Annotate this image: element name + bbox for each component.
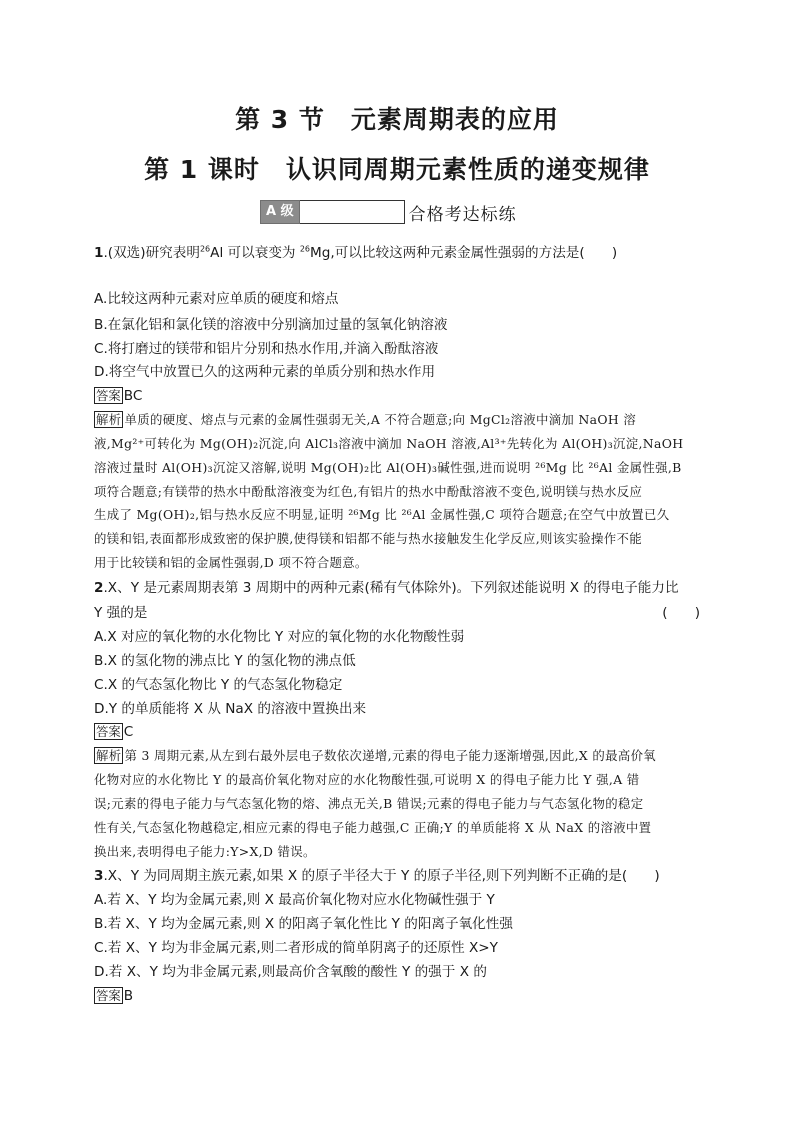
answer-tag: 答案 [96, 988, 121, 1003]
q2-explain-line: 误;元素的得电子能力与气态氢化物的熔、沸点无关,B 错误;元素的得电子能力与气态氢化物的稳定 [94, 796, 644, 811]
q1-option-a: A.比较这两种元素对应单质的硬度和熔点 [94, 291, 339, 307]
q2-stem-cont: Y 强的是 ( ) [94, 605, 700, 621]
level-header [260, 200, 517, 224]
q1-explain-line: 项符合题意;有镁带的热水中酚酞溶液变为红色,有铝片的热水中酚酞溶液不变色,说明镁与热水反应 [94, 484, 643, 499]
level-label: 合格考达标练 [408, 204, 517, 225]
q1-answer-value: BC [123, 388, 143, 404]
section-name: 元素周期表的应用 [350, 105, 559, 134]
q1-mass-al: 26 [199, 244, 211, 254]
q1-explain-line: 用于比较镁和铝的金属性强弱,D 项不符合题意。 [94, 555, 368, 570]
explain-tag: 解析 [96, 412, 122, 427]
q3-number: 3 [94, 868, 104, 884]
q1-number: 1 [94, 245, 104, 261]
q2-answer [94, 722, 133, 742]
q1-option-b: B.在氯化铝和氯化镁的溶液中分别滴加过量的氢氧化钠溶液 [94, 317, 448, 333]
q2-explain-line: 化物对应的水化物比 Y 的最高价氧化物对应的水化物酸性强,可说明 X 的得电子能力比 Y 强,A 错 [94, 772, 640, 787]
q1-explain-line: 液,Mg²⁺可转化为 Mg(OH)₂沉淀,向 AlCl₃溶液中滴加 NaOH 溶液,Al³⁺先转化为 Al(OH)₃沉淀,NaOH [94, 436, 684, 451]
q2-option-d: D.Y 的单质能将 X 从 NaX 的溶液中置换出来 [94, 701, 367, 717]
q1-explain-line: 生成了 Mg(OH)₂,铝与热水反应不明显,证明 ²⁶Mg 比 ²⁶Al 金属性强,C 项符合题意;在空气中放置已久 [94, 507, 670, 522]
section-number: 第 3 节 [235, 105, 325, 134]
q3-stem: 3.X、Y 为同周期主族元素,如果 X 的原子半径大于 Y 的原子半径,则下列判断不正确的是( ) [94, 868, 660, 884]
q2-option-c: C.X 的气态氢化物比 Y 的气态氢化物稳定 [94, 677, 343, 693]
q2-stem: 2.X、Y 是元素周期表第 3 周期中的两种元素(稀有气体除外)。下列叙述能说明 X 的得电子能力比 [94, 580, 679, 596]
q2-answer-value: C [123, 724, 134, 740]
q2-option-a: A.X 对应的氧化物的水化物比 Y 对应的氧化物的水化物酸性弱 [94, 629, 465, 645]
q3-answer [94, 986, 133, 1006]
q1-explain-line: 的镁和铝,表面都形成致密的保护膜,使得镁和铝都不能与热水接触发生化学反应,则该实验操作不能 [94, 531, 642, 546]
q1-mass-mg: 26 [299, 244, 311, 254]
q2-number: 2 [94, 580, 104, 596]
explain-tag: 解析 [96, 748, 122, 763]
q3-option-d: D.若 X、Y 均为非金属元素,则最高价含氧酸的酸性 Y 的强于 X 的 [94, 964, 487, 980]
level-badge: A 级 [260, 200, 300, 224]
q2-explain-line: 解析 第 3 周期元素,从左到右最外层电子数依次递增,元素的得电子能力逐渐增强,因此,X 的最高价氧 [96, 748, 657, 763]
answer-tag: 答案 [96, 724, 121, 739]
lesson-number: 第 1 课时 [144, 155, 260, 184]
q3-option-b: B.若 X、Y 均为金属元素,则 X 的阳离子氧化性比 Y 的阳离子氧化性强 [94, 916, 513, 932]
q1-explain-line: 解析 单质的硬度、熔点与元素的金属性强弱无关,A 不符合题意;向 MgCl₂溶液中滴加 NaOH 溶 [96, 412, 637, 427]
q3-option-c: C.若 X、Y 均为非金属元素,则二者形成的简单阴离子的还原性 X>Y [94, 940, 498, 956]
q1-stem: 1.(双选)研究表明$^{26}$Al 可以衰变为 $^{26}$Mg,可以比较这两种元素金属性强弱的方法是( ) [94, 244, 618, 261]
q1-option-c: C.将打磨过的镁带和铝片分别和热水作用,并滴入酚酞溶液 [94, 341, 439, 357]
q2-explain-line: 性有关,气态氢化物越稳定,相应元素的得电子能力越强,C 正确;Y 的单质能将 X 从 NaX 的溶液中置 [94, 820, 652, 835]
q2-explain-line: 换出来,表明得电子能力:Y>X,D 错误。 [94, 844, 316, 859]
section-title [0, 100, 794, 136]
q2-option-b: B.X 的氢化物的沸点比 Y 的氢化物的沸点低 [94, 653, 356, 669]
q1-explain-line: 溶液过量时 Al(OH)₃沉淀又溶解,说明 Mg(OH)₂比 Al(OH)₃碱性强,进而说明 ²⁶Mg 比 ²⁶Al 金属性强,B [94, 460, 682, 475]
lesson-name: 认识同周期元素性质的递变规律 [285, 155, 650, 184]
level-box [300, 200, 405, 224]
lesson-title [0, 150, 794, 186]
q3-option-a: A.若 X、Y 均为金属元素,则 X 最高价氧化物对应水化物碱性强于 Y [94, 892, 495, 908]
q2-answer-paren: ( ) [662, 605, 700, 621]
q1-option-d: D.将空气中放置已久的这两种元素的单质分别和热水作用 [94, 364, 436, 380]
answer-tag: 答案 [96, 388, 121, 403]
q1-answer [94, 386, 142, 406]
q3-answer-value: B [123, 988, 134, 1004]
